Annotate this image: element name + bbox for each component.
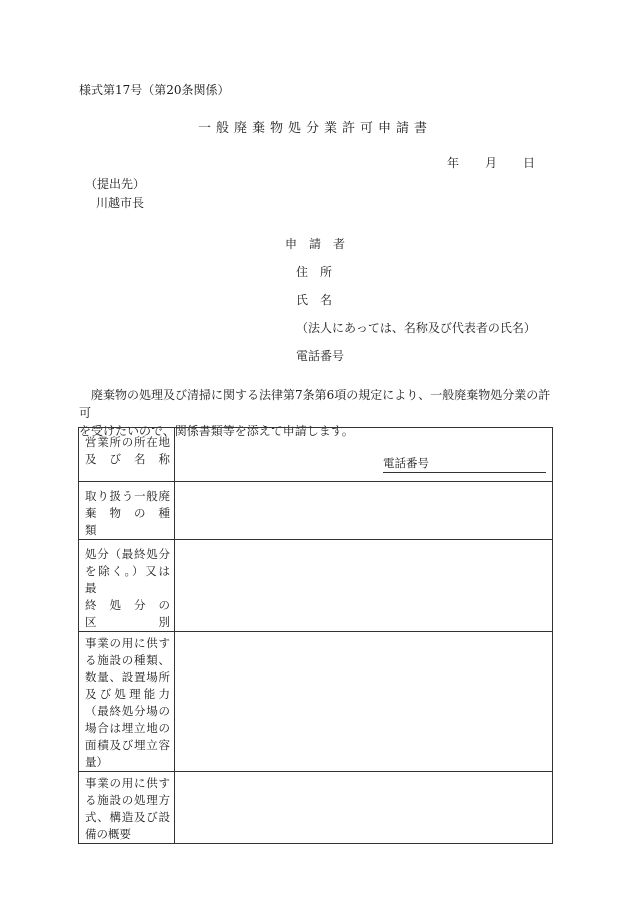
phone-label: 電話番号 [296,349,345,363]
row-label-line: 及び処理能力 [85,687,170,701]
statement-line-1: 廃棄物の処理及び清掃に関する法律第7条第6項の規定により、一般廃棄物処分業の許可 [79,388,551,420]
row-label-line: 備の概要 [85,827,131,841]
facilities-value-cell[interactable] [175,632,553,772]
waste-types-value-cell[interactable] [175,482,553,540]
application-table [78,427,553,844]
row-label-line: （最終処分場の [85,704,170,718]
statement-line-2: を受けたいので、関係書類等を添えて申請します。 [79,424,354,438]
row-label-line: 場合は埋立地の [85,721,170,735]
disposal-class-label-cell [79,540,182,632]
form-number: 様式第17号（第20条関係） [79,83,230,97]
office-phone-field[interactable] [383,458,546,473]
name-label: 氏 名 [296,293,333,307]
date-month-label: 月 [485,156,498,170]
row-label-line: 終 処 分 の 区 別 [85,598,182,629]
facility-overview-label-cell [79,772,175,844]
row-label-line: る施設の処理方 [85,793,170,807]
row-label-line: 事業の用に供す [85,776,170,790]
recipient-name: 川越市長 [96,196,145,210]
date-line [447,157,535,169]
row-label-line: 取り扱う一般廃 [85,489,170,503]
row-label-line: 棄 物 の 種 類 [85,506,182,537]
row-label-line: 事業の用に供す [85,636,170,650]
row-label-line: 数量、設置場所 [85,670,170,684]
corporation-note: （法人にあっては、名称及び代表者の氏名） [296,321,536,335]
row-label-line: 処分（最終処分 [85,547,170,561]
row-label-line: 面積及び埋立容 [85,738,170,752]
facilities-label-cell [79,632,175,772]
row-label-line: 及 び 名 称 [85,452,170,466]
waste-types-label-cell [79,482,182,540]
row-label-line: 営業所の所在地 [85,435,170,449]
date-year-label: 年 [447,156,460,170]
row-label-line: る施設の種類、 [85,653,170,667]
facility-overview-value-cell[interactable] [175,772,553,844]
recipient-label: （提出先） [85,177,146,191]
table-row-facilities [79,632,553,772]
table-row-office [79,428,553,482]
row-label-line: を除く。）又は最 [85,564,170,595]
applicant-heading: 申 請 者 [285,237,346,251]
office-value-cell[interactable] [175,428,553,482]
office-phone-label: 電話番号 [383,456,429,470]
row-label-line: 量） [85,755,108,769]
document-title: 一般廃棄物処分業許可申請書 [197,121,432,136]
table-row-facility-overview [79,772,553,844]
table-row-waste-types [79,482,553,540]
date-day-label: 日 [523,156,536,170]
row-label-line: 式、構造及び設 [85,810,170,824]
disposal-class-value-cell[interactable] [175,540,553,632]
address-label: 住 所 [296,265,333,279]
table-row-disposal-class [79,540,553,632]
office-label-cell [79,428,175,482]
